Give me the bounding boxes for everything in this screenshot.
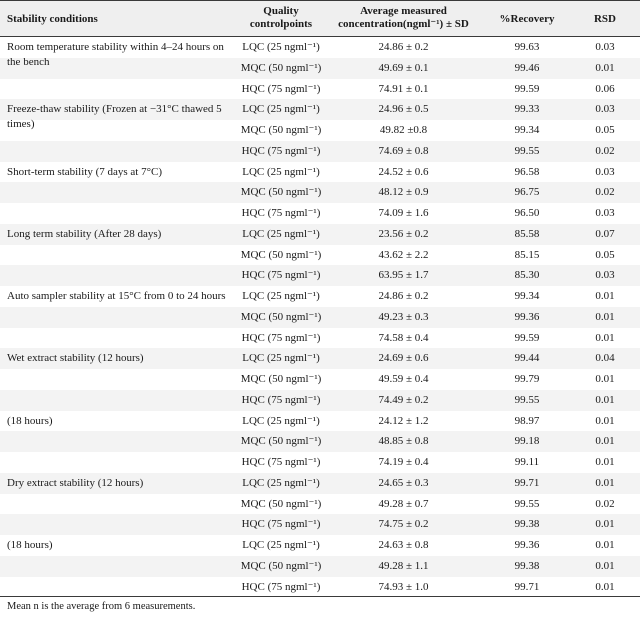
cell-recovery: 99.36 bbox=[514, 310, 540, 323]
stability-condition-label: Short-term stability (7 days at 7°C) bbox=[7, 165, 163, 178]
cell-quality-control: LQC (25 ngml⁻¹) bbox=[242, 103, 320, 116]
cell-quality-control: LQC (25 ngml⁻¹) bbox=[242, 539, 320, 551]
table-footnote: Mean n is the average from 6 measurements. bbox=[7, 601, 196, 612]
cell-rsd: 0.03 bbox=[595, 269, 615, 282]
cell-quality-control: HQC (75 ngml⁻¹) bbox=[241, 518, 321, 531]
cell-recovery: 99.55 bbox=[514, 393, 540, 406]
cell-recovery: 99.79 bbox=[514, 373, 540, 385]
cell-recovery: 96.50 bbox=[514, 207, 540, 219]
cell-rsd: 0.05 bbox=[595, 248, 615, 261]
cell-recovery: 99.38 bbox=[514, 518, 540, 531]
table-row bbox=[0, 577, 640, 598]
cell-rsd: 0.01 bbox=[595, 61, 615, 74]
cell-recovery: 99.59 bbox=[514, 82, 540, 95]
cell-quality-control: HQC (75 ngml⁻¹) bbox=[241, 393, 321, 406]
cell-average-concentration: 74.91 ± 0.1 bbox=[378, 82, 429, 95]
header-recovery: %Recovery bbox=[499, 13, 555, 25]
cell-recovery: 99.63 bbox=[514, 41, 540, 53]
stability-condition-label: Room temperature stability within 4–24 hours on the bench bbox=[7, 41, 224, 68]
cell-recovery: 99.36 bbox=[514, 539, 540, 551]
cell-recovery: 85.30 bbox=[514, 269, 540, 282]
cell-quality-control: HQC (75 ngml⁻¹) bbox=[241, 82, 321, 95]
cell-recovery: 99.71 bbox=[514, 476, 540, 489]
cell-average-concentration: 49.69 ± 0.1 bbox=[378, 61, 429, 74]
cell-quality-control: MQC (50 ngml⁻¹) bbox=[240, 497, 322, 510]
header-quality-control bbox=[236, 5, 326, 31]
cell-rsd: 0.05 bbox=[595, 124, 615, 136]
stability-condition-label: (18 hours) bbox=[7, 414, 53, 427]
cell-quality-control: LQC (25 ngml⁻¹) bbox=[242, 414, 320, 427]
cell-quality-control: MQC (50 ngml⁻¹) bbox=[240, 435, 322, 448]
table-bottom-rule bbox=[0, 596, 640, 597]
cell-rsd: 0.02 bbox=[595, 497, 615, 510]
cell-recovery: 99.38 bbox=[514, 559, 540, 572]
stability-condition-label: Freeze-thaw stability (Frozen at −31°C thawed 5 times) bbox=[7, 103, 222, 131]
cell-recovery: 99.71 bbox=[514, 580, 540, 593]
cell-quality-control: MQC (50 ngml⁻¹) bbox=[240, 559, 322, 572]
cell-average-concentration: 74.49 ± 0.2 bbox=[378, 393, 429, 406]
cell-average-concentration: 24.96 ± 0.5 bbox=[378, 103, 429, 116]
cell-rsd: 0.03 bbox=[595, 41, 615, 53]
cell-rsd: 0.01 bbox=[595, 290, 615, 302]
cell-recovery: 99.46 bbox=[514, 61, 540, 74]
stability-condition-label: Auto sampler stability at 15°C from 0 to 24 hours bbox=[7, 290, 226, 302]
cell-average-concentration: 49.28 ± 1.1 bbox=[378, 559, 429, 572]
cell-average-concentration: 48.12 ± 0.9 bbox=[378, 186, 429, 199]
cell-quality-control: MQC (50 ngml⁻¹) bbox=[240, 124, 322, 136]
table-header bbox=[0, 0, 640, 37]
cell-rsd: 0.07 bbox=[595, 227, 615, 240]
cell-average-concentration: 48.85 ± 0.8 bbox=[378, 435, 429, 448]
cell-rsd: 0.01 bbox=[595, 393, 615, 406]
table-row bbox=[0, 182, 640, 203]
cell-quality-control: MQC (50 ngml⁻¹) bbox=[240, 373, 322, 385]
header-avg-line1: Average measured bbox=[360, 5, 447, 17]
cell-average-concentration: 74.19 ± 0.4 bbox=[378, 456, 429, 468]
cell-average-concentration: 23.56 ± 0.2 bbox=[378, 227, 429, 240]
cell-rsd: 0.01 bbox=[595, 580, 615, 593]
cell-quality-control: MQC (50 ngml⁻¹) bbox=[240, 186, 322, 199]
table-row bbox=[0, 494, 640, 515]
cell-rsd: 0.01 bbox=[595, 435, 615, 448]
table-row bbox=[0, 79, 640, 100]
cell-recovery: 96.75 bbox=[514, 186, 540, 199]
cell-quality-control: MQC (50 ngml⁻¹) bbox=[240, 248, 322, 261]
header-average-concentration bbox=[336, 5, 471, 31]
cell-average-concentration: 24.86 ± 0.2 bbox=[378, 290, 429, 302]
cell-average-concentration: 24.86 ± 0.2 bbox=[378, 41, 429, 53]
cell-recovery: 99.59 bbox=[514, 331, 540, 344]
cell-average-concentration: 63.95 ± 1.7 bbox=[378, 269, 429, 282]
cell-rsd: 0.06 bbox=[595, 82, 615, 95]
table-row bbox=[0, 390, 640, 411]
cell-rsd: 0.02 bbox=[595, 144, 615, 157]
cell-quality-control: HQC (75 ngml⁻¹) bbox=[241, 207, 321, 219]
cell-rsd: 0.01 bbox=[595, 518, 615, 531]
cell-average-concentration: 74.93 ± 1.0 bbox=[378, 580, 429, 593]
table-row bbox=[0, 452, 640, 473]
cell-rsd: 0.02 bbox=[595, 186, 615, 199]
cell-average-concentration: 43.62 ± 2.2 bbox=[378, 248, 429, 261]
cell-average-concentration: 49.59 ± 0.4 bbox=[378, 373, 429, 385]
cell-average-concentration: 24.12 ± 1.2 bbox=[378, 414, 429, 427]
table-row bbox=[0, 431, 640, 452]
cell-recovery: 99.34 bbox=[514, 290, 540, 302]
cell-rsd: 0.01 bbox=[595, 539, 615, 551]
cell-quality-control: LQC (25 ngml⁻¹) bbox=[242, 290, 320, 302]
cell-rsd: 0.03 bbox=[595, 207, 615, 219]
stability-condition-label: (18 hours) bbox=[7, 539, 53, 551]
table-row bbox=[0, 203, 640, 224]
table-row bbox=[0, 328, 640, 349]
cell-average-concentration: 49.28 ± 0.7 bbox=[378, 497, 429, 510]
table-row bbox=[0, 245, 640, 266]
cell-recovery: 85.15 bbox=[514, 248, 540, 261]
cell-recovery: 85.58 bbox=[514, 227, 540, 240]
cell-recovery: 99.11 bbox=[514, 456, 540, 468]
cell-rsd: 0.01 bbox=[595, 414, 615, 427]
cell-average-concentration: 74.58 ± 0.4 bbox=[378, 331, 429, 344]
header-conditions: Stability conditions bbox=[7, 13, 98, 25]
cell-rsd: 0.01 bbox=[595, 559, 615, 572]
cell-rsd: 0.03 bbox=[595, 165, 615, 178]
stability-condition-label: Long term stability (After 28 days) bbox=[7, 227, 162, 240]
cell-average-concentration: 74.69 ± 0.8 bbox=[378, 144, 429, 157]
cell-quality-control: LQC (25 ngml⁻¹) bbox=[242, 165, 320, 178]
cell-quality-control: LQC (25 ngml⁻¹) bbox=[242, 476, 320, 489]
table-row bbox=[0, 369, 640, 390]
cell-average-concentration: 24.52 ± 0.6 bbox=[378, 165, 429, 178]
cell-recovery: 99.33 bbox=[514, 103, 540, 116]
cell-rsd: 0.04 bbox=[595, 352, 615, 365]
cell-rsd: 0.01 bbox=[595, 476, 615, 489]
cell-quality-control: LQC (25 ngml⁻¹) bbox=[242, 227, 320, 240]
table-row bbox=[0, 265, 640, 286]
cell-recovery: 98.97 bbox=[514, 414, 540, 427]
table-row bbox=[0, 141, 640, 162]
cell-average-concentration: 24.63 ± 0.8 bbox=[378, 539, 429, 551]
cell-average-concentration: 49.82 ±0.8 bbox=[379, 124, 428, 136]
cell-average-concentration: 49.23 ± 0.3 bbox=[378, 310, 429, 323]
cell-quality-control: HQC (75 ngml⁻¹) bbox=[241, 456, 321, 468]
cell-rsd: 0.01 bbox=[595, 456, 615, 468]
cell-quality-control: MQC (50 ngml⁻¹) bbox=[240, 61, 322, 74]
cell-recovery: 99.55 bbox=[514, 497, 540, 510]
cell-quality-control: MQC (50 ngml⁻¹) bbox=[240, 310, 322, 323]
header-avg-line2: concentration(ngml⁻¹) ± SD bbox=[338, 18, 469, 30]
cell-recovery: 99.55 bbox=[514, 144, 540, 157]
cell-recovery: 99.44 bbox=[514, 352, 540, 365]
cell-recovery: 99.34 bbox=[514, 124, 540, 136]
table-row bbox=[0, 307, 640, 328]
cell-recovery: 96.58 bbox=[514, 165, 540, 178]
header-qc-line2: controlpoints bbox=[249, 18, 313, 30]
cell-average-concentration: 74.09 ± 1.6 bbox=[378, 207, 429, 219]
stability-condition-label: Dry extract stability (12 hours) bbox=[7, 476, 144, 489]
table-row bbox=[0, 514, 640, 535]
cell-rsd: 0.01 bbox=[595, 373, 615, 385]
header-rsd: RSD bbox=[593, 13, 616, 25]
cell-quality-control: LQC (25 ngml⁻¹) bbox=[242, 41, 320, 53]
cell-average-concentration: 24.65 ± 0.3 bbox=[378, 476, 429, 489]
cell-quality-control: HQC (75 ngml⁻¹) bbox=[241, 580, 321, 593]
cell-rsd: 0.01 bbox=[595, 310, 615, 323]
cell-average-concentration: 24.69 ± 0.6 bbox=[378, 352, 429, 365]
cell-quality-control: HQC (75 ngml⁻¹) bbox=[241, 269, 321, 282]
table-row bbox=[0, 556, 640, 577]
stability-condition-label: Wet extract stability (12 hours) bbox=[7, 352, 144, 365]
header-qc-line1: Quality bbox=[263, 5, 299, 17]
cell-quality-control: HQC (75 ngml⁻¹) bbox=[241, 144, 321, 157]
cell-rsd: 0.03 bbox=[595, 103, 615, 116]
cell-recovery: 99.18 bbox=[514, 435, 540, 448]
cell-quality-control: HQC (75 ngml⁻¹) bbox=[241, 331, 321, 344]
cell-rsd: 0.01 bbox=[595, 331, 615, 344]
cell-average-concentration: 74.75 ± 0.2 bbox=[378, 518, 429, 531]
cell-quality-control: LQC (25 ngml⁻¹) bbox=[242, 352, 320, 365]
